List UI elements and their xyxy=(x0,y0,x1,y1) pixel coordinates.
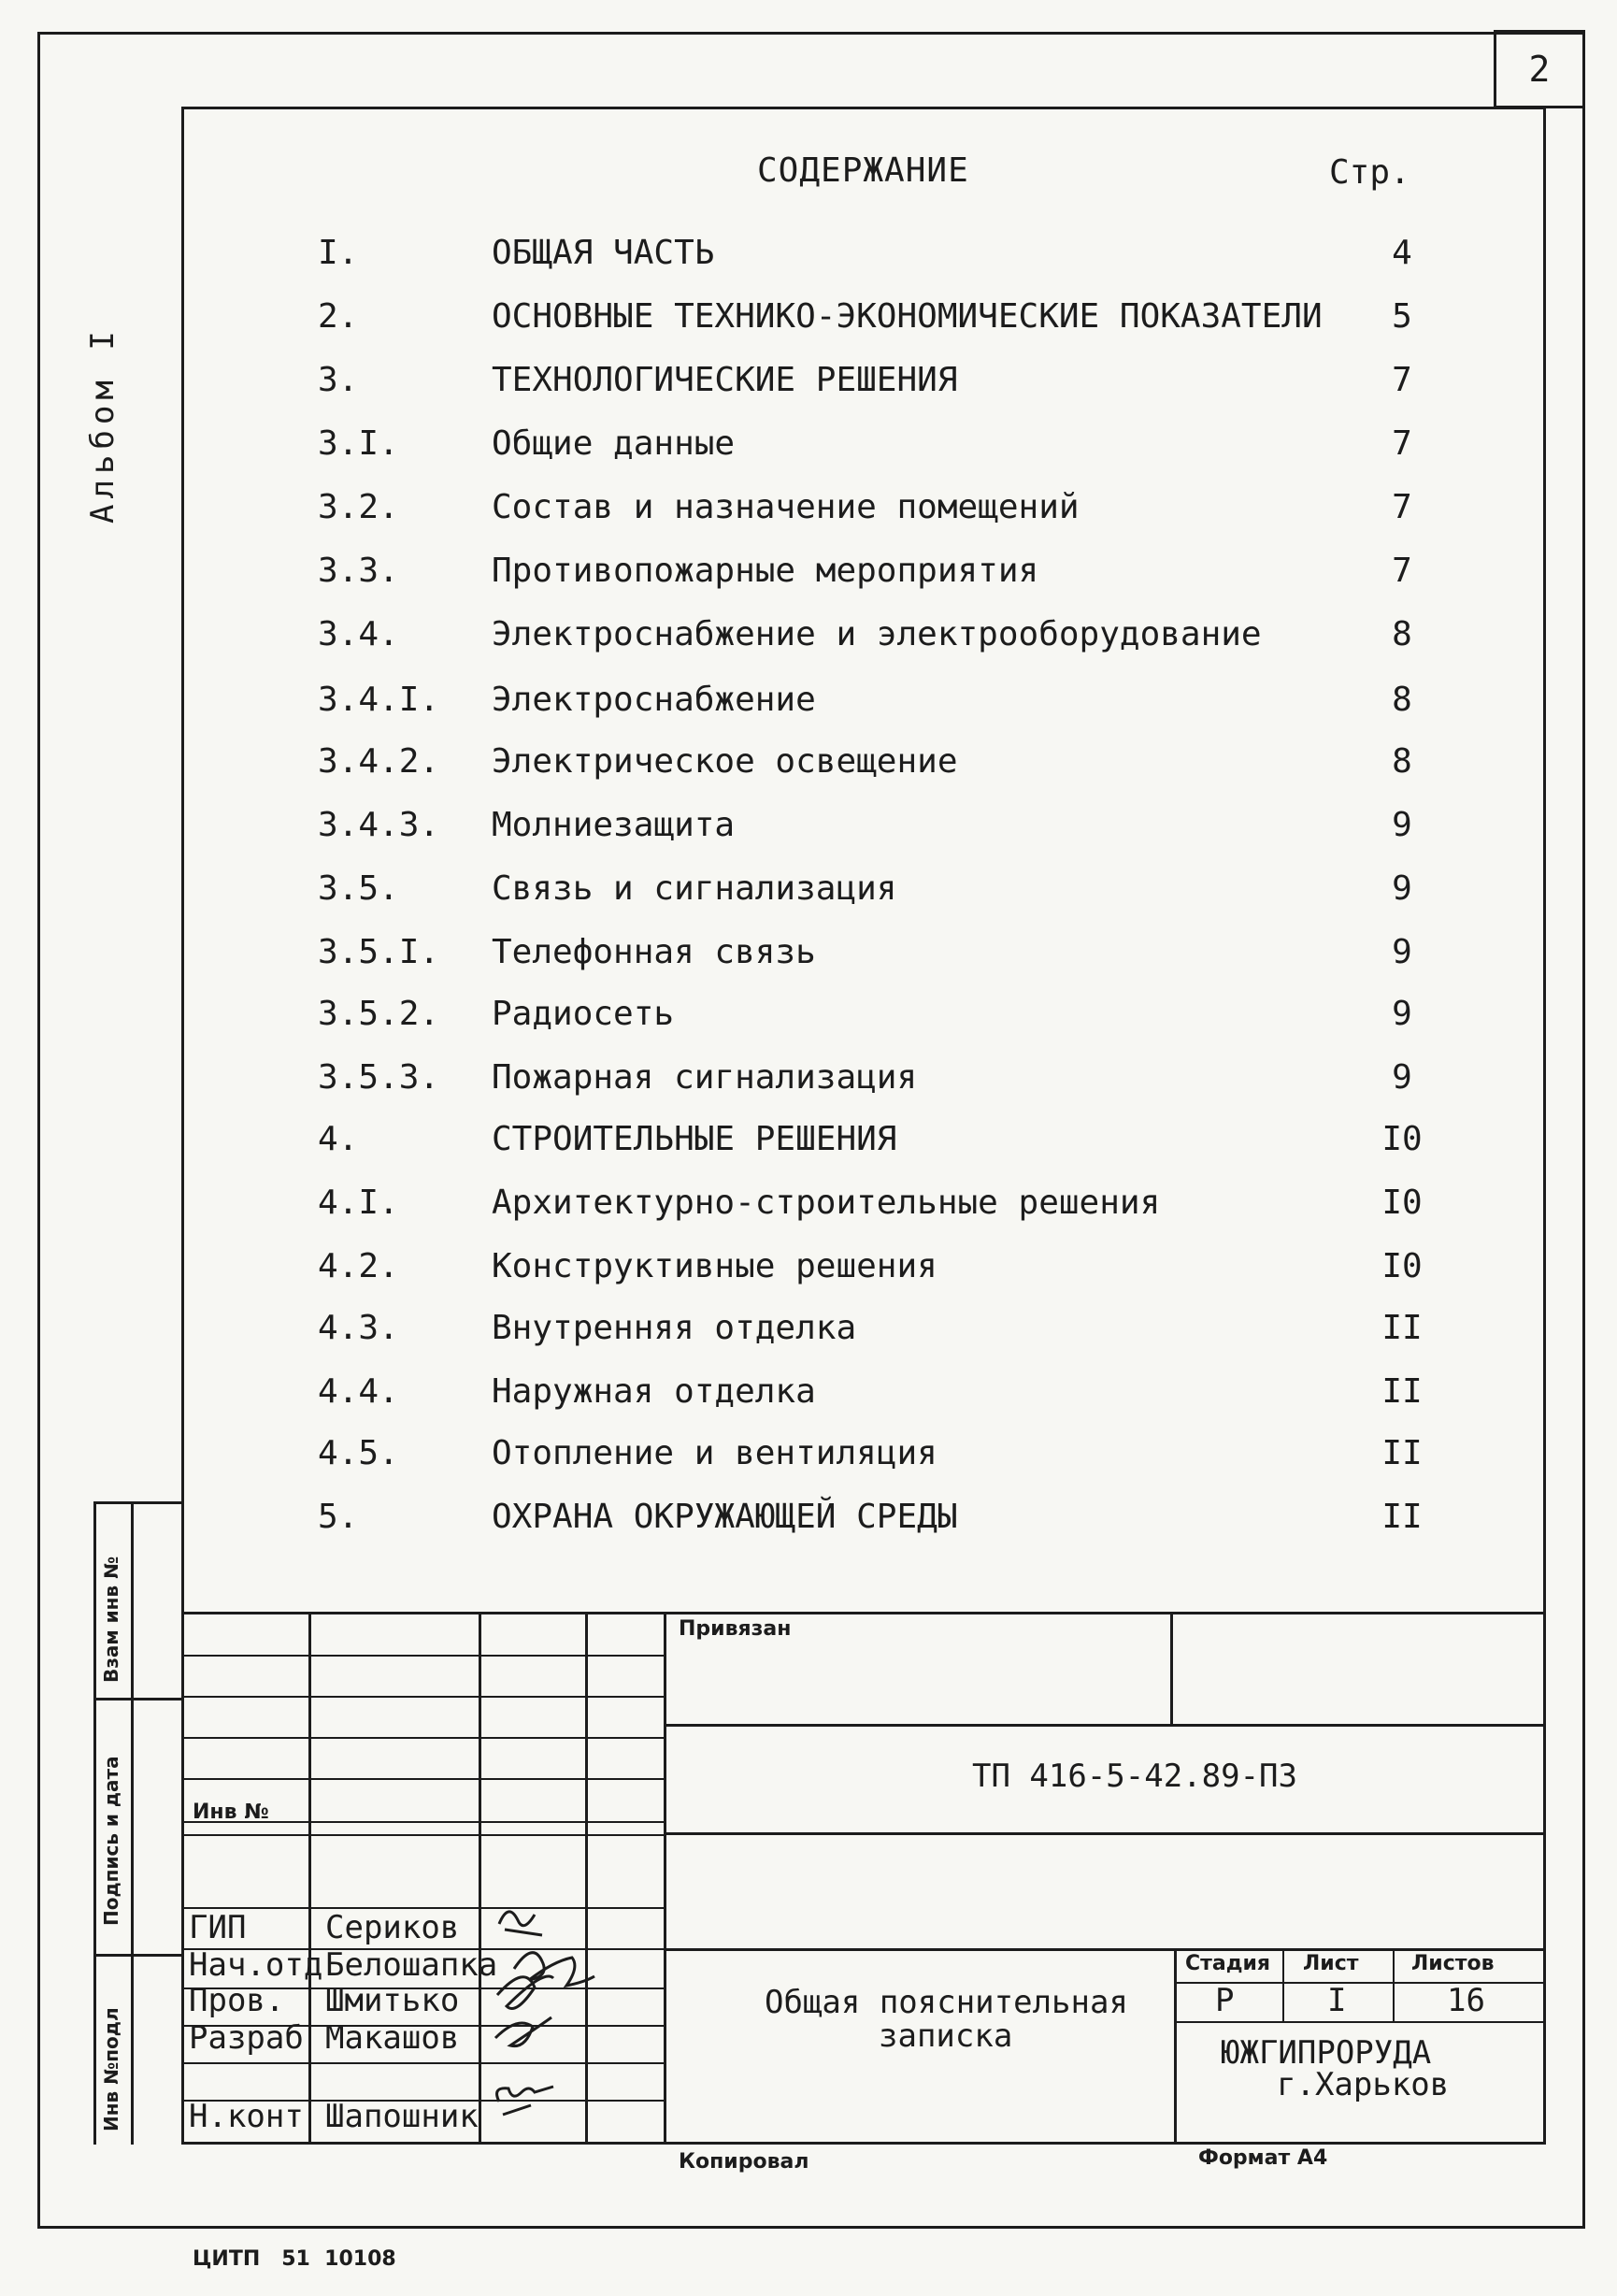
toc-entry-page: 9 xyxy=(1392,933,1412,971)
toc-entry xyxy=(318,234,1439,280)
toc-entry-title: СТРОИТЕЛЬНЫЕ РЕШЕНИЯ xyxy=(492,1120,897,1158)
toc-entry-title: Внутренняя отделка xyxy=(492,1309,857,1347)
side-label-inv-original: Инв №подл xyxy=(100,2007,122,2131)
toc-entry xyxy=(318,488,1439,535)
toc-entry-number: 3.I. xyxy=(318,424,399,463)
toc-entry-number: 4. xyxy=(318,1120,359,1158)
toc-entry-title: Радиосеть xyxy=(492,995,675,1033)
toc-entry-page: 4 xyxy=(1392,234,1412,272)
toc-entry-number: 3.4.I. xyxy=(318,681,440,719)
role-head-dept: Нач.отд xyxy=(189,1946,323,1984)
footer-code: ЦИТП 51 10108 xyxy=(193,2247,396,2271)
toc-entry-page: 5 xyxy=(1392,297,1412,336)
toc-entry-title: ОХРАНА ОКРУЖАЮЩЕЙ СРЕДЫ xyxy=(492,1498,958,1536)
toc-entry-title: Связь и сигнализация xyxy=(492,869,897,908)
document-title-line1: Общая пояснительная xyxy=(765,1984,1128,2021)
toc-entry-page: 9 xyxy=(1392,995,1412,1033)
role-developer: Разраб xyxy=(189,2019,304,2057)
toc-entry-title: ОСНОВНЫЕ ТЕХНИКО-ЭКОНОМИЧЕСКИЕ ПОКАЗАТЕЛИ xyxy=(492,297,1323,336)
toc-entry-page: 8 xyxy=(1392,742,1412,781)
signatures-image xyxy=(486,1898,636,2122)
toc-entry xyxy=(318,297,1439,344)
toc-entry xyxy=(318,1058,1439,1105)
toc-entry-number: 4.4. xyxy=(318,1372,399,1411)
toc-entry-page: I0 xyxy=(1381,1184,1423,1222)
stage-value: Р xyxy=(1215,1982,1235,2019)
sheets-total-label: Листов xyxy=(1411,1952,1495,1975)
document-code: ТП 416-5-42.89-ПЗ xyxy=(972,1758,1297,1795)
album-label: Альбом I xyxy=(84,325,122,524)
toc-entry-title: ТЕХНОЛОГИЧЕСКИЕ РЕШЕНИЯ xyxy=(492,361,958,399)
role-gip: ГИП xyxy=(189,1909,247,1946)
toc-entry-page: 8 xyxy=(1392,615,1412,653)
side-label-signature-date: Подпись и дата xyxy=(100,1756,122,1926)
sheet-label: Лист xyxy=(1303,1952,1359,1975)
privyazan-label: Привязан xyxy=(679,1617,792,1641)
inv-number-label: Инв № xyxy=(193,1801,269,1824)
toc-entry-page: II xyxy=(1381,1309,1423,1347)
toc-entry-title: Состав и назначение помещений xyxy=(492,488,1080,526)
toc-entry-title: Пожарная сигнализация xyxy=(492,1058,918,1097)
toc-entry-page: 9 xyxy=(1392,1058,1412,1097)
toc-entry-title: Противопожарные мероприятия xyxy=(492,552,1039,590)
toc-entry-title: Электроснабжение xyxy=(492,681,816,719)
name-gip: Сериков xyxy=(325,1909,460,1946)
toc-entry-number: 3.5.I. xyxy=(318,933,440,971)
sheets-total-value: 16 xyxy=(1447,1982,1485,2019)
toc-entry-number: 3.4.3. xyxy=(318,806,440,844)
document-title-line2: записка xyxy=(879,2017,1013,2055)
toc-entry-title: Молниезащита xyxy=(492,806,736,844)
toc-entry-number: 4.I. xyxy=(318,1184,399,1222)
toc-entry-number: 3.4. xyxy=(318,615,399,653)
format-label: Формат А4 xyxy=(1198,2146,1328,2170)
toc-entry-number: 4.2. xyxy=(318,1247,399,1285)
sheet-value: I xyxy=(1327,1982,1347,2019)
name-head-dept: Белошапка xyxy=(325,1946,498,1984)
stage-label: Стадия xyxy=(1185,1952,1271,1975)
copied-label: Копировал xyxy=(679,2150,809,2174)
toc-entry-page: 9 xyxy=(1392,806,1412,844)
toc-entry xyxy=(318,806,1439,853)
toc-entry xyxy=(318,869,1439,916)
toc-entry xyxy=(318,1120,1439,1167)
toc-entry-number: 3.3. xyxy=(318,552,399,590)
toc-entry-page: I0 xyxy=(1381,1120,1423,1158)
role-checked: Пров. xyxy=(189,1982,285,2019)
toc-entry-page: 7 xyxy=(1392,424,1412,463)
toc-entry xyxy=(318,1184,1439,1230)
toc-entry-title: Электроснабжение и электрооборудование xyxy=(492,615,1262,653)
toc-entry xyxy=(318,361,1439,408)
toc-entry xyxy=(318,1498,1439,1544)
toc-entry-number: 3.5. xyxy=(318,869,399,908)
name-developer: Макашов xyxy=(325,2019,460,2057)
toc-entry-page: II xyxy=(1381,1434,1423,1472)
toc-entry-number: 3. xyxy=(318,361,359,399)
toc-entry-page: 9 xyxy=(1392,869,1412,908)
toc-entry-title: Конструктивные решения xyxy=(492,1247,937,1285)
toc-entry-page: 7 xyxy=(1392,552,1412,590)
toc-entry-number: 3.2. xyxy=(318,488,399,526)
toc-entry-page: 8 xyxy=(1392,681,1412,719)
toc-entry-title: Отопление и вентиляция xyxy=(492,1434,937,1472)
toc-title: СОДЕРЖАНИЕ xyxy=(757,151,969,190)
toc-entry xyxy=(318,424,1439,471)
name-norm-control: Шапошник xyxy=(325,2098,479,2135)
role-norm-control: Н.конт xyxy=(189,2098,304,2135)
toc-entry-number: 3.5.3. xyxy=(318,1058,440,1097)
organization-city: г.Харьков xyxy=(1277,2066,1450,2103)
toc-entry-page: II xyxy=(1381,1498,1423,1536)
toc-entry xyxy=(318,1247,1439,1294)
toc-entry xyxy=(318,1434,1439,1481)
toc-entry xyxy=(318,1309,1439,1356)
toc-entry-title: Архитектурно-строительные решения xyxy=(492,1184,1161,1222)
toc-entry-number: 4.3. xyxy=(318,1309,399,1347)
toc-entry xyxy=(318,995,1439,1041)
toc-entry-title: Общие данные xyxy=(492,424,736,463)
toc-entry-title: Электрическое освещение xyxy=(492,742,958,781)
toc-entry-title: Наружная отделка xyxy=(492,1372,816,1411)
organization-name: ЮЖГИПРОРУДА xyxy=(1221,2034,1432,2072)
side-label-vzam: Взам инв № xyxy=(100,1556,122,1683)
toc-entry-number: 3.5.2. xyxy=(318,995,440,1033)
toc-entry-page: 7 xyxy=(1392,361,1412,399)
toc-entry xyxy=(318,742,1439,789)
toc-page-header: Стр. xyxy=(1329,153,1410,192)
toc-entry-page: I0 xyxy=(1381,1247,1423,1285)
toc-entry-number: 2. xyxy=(318,297,359,336)
toc-entry-number: 4.5. xyxy=(318,1434,399,1472)
toc-entry xyxy=(318,1372,1439,1419)
toc-entry-page: 7 xyxy=(1392,488,1412,526)
name-checked: Шмитько xyxy=(325,1982,460,2019)
toc-entry-title: Телефонная связь xyxy=(492,933,816,971)
toc-entry-page: II xyxy=(1381,1372,1423,1411)
toc-entry-title: ОБЩАЯ ЧАСТЬ xyxy=(492,234,715,272)
toc-entry xyxy=(318,615,1439,662)
toc-entry xyxy=(318,552,1439,598)
toc-entry xyxy=(318,933,1439,980)
toc-entry-number: 5. xyxy=(318,1498,359,1536)
toc-entry-number: 3.4.2. xyxy=(318,742,440,781)
toc-entry-number: I. xyxy=(318,234,359,272)
toc-entry xyxy=(318,681,1439,727)
page-number: 2 xyxy=(1494,30,1585,108)
